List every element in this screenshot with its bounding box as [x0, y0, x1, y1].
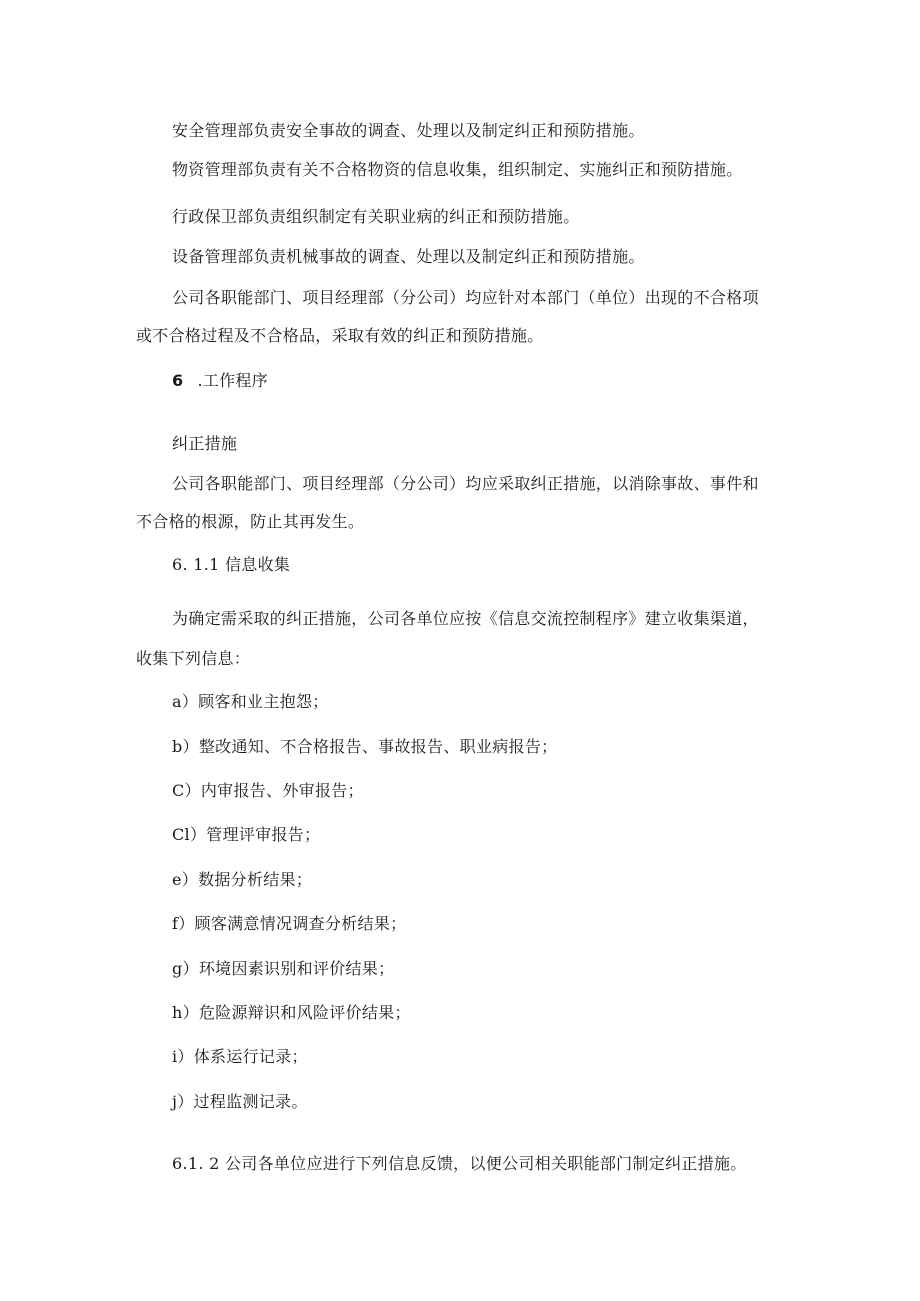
paragraph-admin-security-dept: 行政保卫部负责组织制定有关职业病的纠正和预防措施。 [172, 207, 580, 226]
list-item: Cl）管理评审报告； [172, 825, 321, 844]
subheading-corrective-actions: 纠正措施 [172, 434, 238, 453]
section-title: .工作程序 [197, 371, 269, 390]
paragraph-corrective-line2: 不合格的根源，防止其再发生。 [136, 512, 365, 531]
list-item: g）环境因素识别和评价结果； [172, 959, 395, 978]
list-item: e）数据分析结果； [172, 870, 313, 889]
list-item: i）体系运行记录； [172, 1047, 308, 1066]
paragraph-info-collection-line1: 为确定需采取的纠正措施，公司各单位应按《信息交流控制程序》建立收集渠道， [172, 609, 759, 628]
list-item: j）过程监测记录。 [172, 1092, 308, 1111]
section-heading-work-procedure [172, 371, 268, 391]
paragraph-all-depts-line2: 或不合格过程及不合格品，采取有效的纠正和预防措施。 [136, 326, 544, 345]
list-item: f）顾客满意情况调查分析结果； [172, 914, 407, 933]
list-item: h）危险源辩识和风险评价结果； [172, 1003, 411, 1022]
list-item: C）内审报告、外审报告； [172, 781, 364, 800]
list-item: b）整改通知、不合格报告、事故报告、职业病报告； [172, 737, 558, 756]
paragraph-safety-dept: 安全管理部负责安全事故的调查、处理以及制定纠正和预防措施。 [172, 121, 645, 140]
list-item: a）顾客和业主抱怨； [172, 692, 329, 711]
paragraph-info-feedback: 6.1. 2 公司各单位应进行下列信息反馈，以便公司相关职能部门制定纠正措施。 [172, 1154, 747, 1173]
paragraph-all-depts-line1: 公司各职能部门、项目经理部（分公司）均应针对本部门（单位）出现的不合格项 [172, 288, 759, 307]
paragraph-info-collection-line2: 收集下列信息： [136, 649, 251, 668]
section-number: 6 [172, 371, 184, 390]
paragraph-corrective-line1: 公司各职能部门、项目经理部（分公司）均应采取纠正措施，以消除事故、事件和 [172, 474, 759, 493]
paragraph-equipment-dept: 设备管理部负责机械事故的调查、处理以及制定纠正和预防措施。 [172, 247, 645, 266]
paragraph-materials-dept: 物资管理部负责有关不合格物资的信息收集，组织制定、实施纠正和预防措施。 [172, 160, 743, 179]
subheading-info-collection: 6. 1.1 信息收集 [172, 555, 291, 574]
